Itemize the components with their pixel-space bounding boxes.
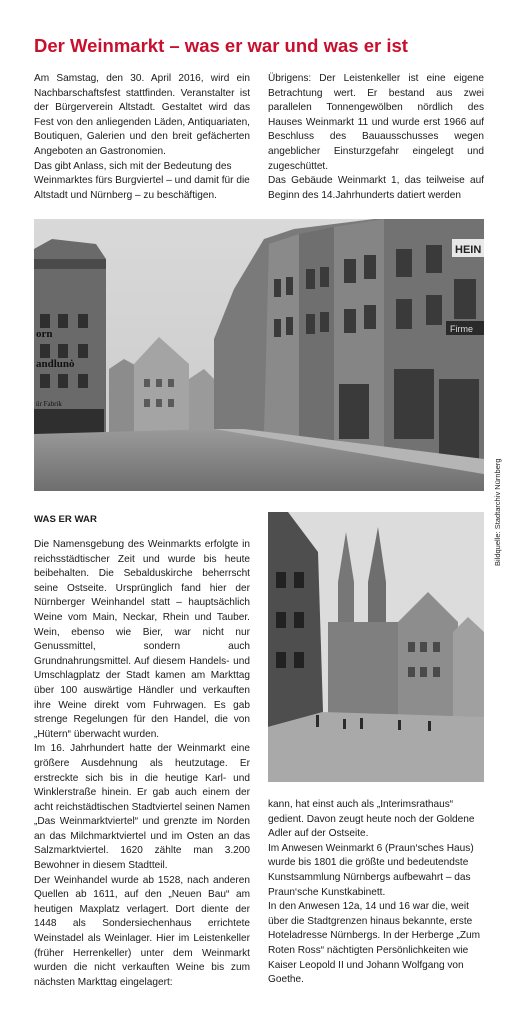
paragraph: In den Anwesen 12a, 14 und 16 war die, weit über die Stadtgrenzen hinaus bekannte, erste Hoteladresse Nürnbergs. In der Herberge „Zum Roten Ross“ nächtigten Persönlichkeiten wie Kaiser Leopold II und Johann Wolfgang von Goethe. bbox=[268, 901, 481, 986]
shop-sign: ür Fabrik bbox=[36, 400, 62, 408]
shop-sign: andlunȯ bbox=[36, 358, 75, 370]
paragraph: Am Samstag, den 30. April 2016, wird ein Nachbarschaftsfest stattfinden. Veranstalter ist der Bürgerverein Altstadt. Gestaltet wird das Fest von den anliegenden Läden, Antiquariaten, Boutiquen, Galerien und den breit gefächerten Angeboten an Gastronomien. bbox=[34, 73, 250, 157]
history-column bbox=[34, 538, 250, 990]
paragraph: Im Anwesen Weinmarkt 6 (Praun‘sches Haus) wurde bis 1801 die größte und bedeutendste Kunstsammlung Nürnbergs aufbewahrt – das Praun‘sche Kunstkabinett. bbox=[268, 842, 474, 898]
shop-sign: Firme bbox=[450, 324, 473, 334]
today-column bbox=[268, 798, 484, 988]
image-credit: Bildquelle: Stadtarchiv Nürnberg bbox=[493, 458, 502, 566]
paragraph: Das Gebäude Weinmarkt 1, das teilweise auf Beginn des 14.Jahrhunderts datiert werden bbox=[268, 175, 484, 201]
article-title: Der Weinmarkt – was er war und was er ist bbox=[34, 35, 408, 56]
weinmarkt-street-photo bbox=[34, 219, 484, 491]
section-heading: WAS ER WAR bbox=[34, 514, 97, 525]
intro-column bbox=[34, 72, 250, 203]
paragraph: Das gibt Anlass, sich mit der Bedeutung des Weinmarktes fürs Burgviertel – und damit für die Altstadt und Nürnberg – zu beschäftigen. bbox=[34, 160, 250, 201]
shop-sign: HEIN bbox=[455, 244, 482, 256]
paragraph: Die Namensgebung des Weinmarkts erfolgte in reichsstädtischer Zeit und wurde bis heute beibehalten. Die Sebalduskirche beherrscht seine Ostseite. Ursprünglich fand hier der Nürnberger Weinhandel statt – hauptsächlich Weine vom Main, Neckar, Rhein und Tauber. Wein, ebenso wie Bier, war nicht nur Genussmittel, sondern auch Grundnahrungsmittel. Auf diesem Handels- und Umschlagplatz der Stadt kamen am Markttag über 100 auswärtige Händler und verkauften ihre Weine direkt vom Fuhrwagen. Es gab strenge Regelungen für den Handel, die von „Hütern“ überwacht wurden. bbox=[34, 539, 250, 740]
sebalduskirche-square-photo bbox=[268, 512, 484, 782]
right-intro-column bbox=[268, 72, 484, 203]
paragraph: Der Weinhandel wurde ab 1528, nach anderen Quellen ab 1611, auf den „Neuen Bau“ am heutigen Maxplatz verlagert. Dort diente der 1448 als Sondersiechenhaus errichtete Weinstadel als Weinlager. Hier im Leistenkeller (früher Herrenkeller) unter dem Weinmarkt wurden die nicht verkauften Weine bis zum nächsten Markttag eingelagert: bbox=[34, 874, 250, 988]
paragraph: kann, hat einst auch als „Interimsrathaus“ gedient. Davon zeugt heute noch der Goldene Adler auf der Ostseite. bbox=[268, 799, 475, 840]
shop-sign: orn bbox=[36, 328, 53, 340]
paragraph: Im 16. Jahrhundert hatte der Weinmarkt eine größere Ausdehnung als heutzutage. Er erstreckte sich bis in die heutige Karl- und Winklerstraße hinein. Er gab auch einem der acht reichstädtischen Stadtviertel seinen Namen „Das Weinmarktviertel“ und grenzte im Norden an das Milchmarktviertel und im Osten an das Salzmarktviertel. 1620 zählte man 3.200 Bewohner in diesem Stadtteil. bbox=[34, 743, 251, 872]
paragraph: Übrigens: Der Leistenkeller ist eine eigene Betrachtung wert. Er bestand aus zwei parallelen Tonnengewölben nördlich des Hauses Weinmarkt 11 und wurde erst 1966 auf Beschluss des Bauausschusses wegen angeblicher Einsturzgefahr eingelegt und zugeschüttet. bbox=[268, 73, 484, 172]
